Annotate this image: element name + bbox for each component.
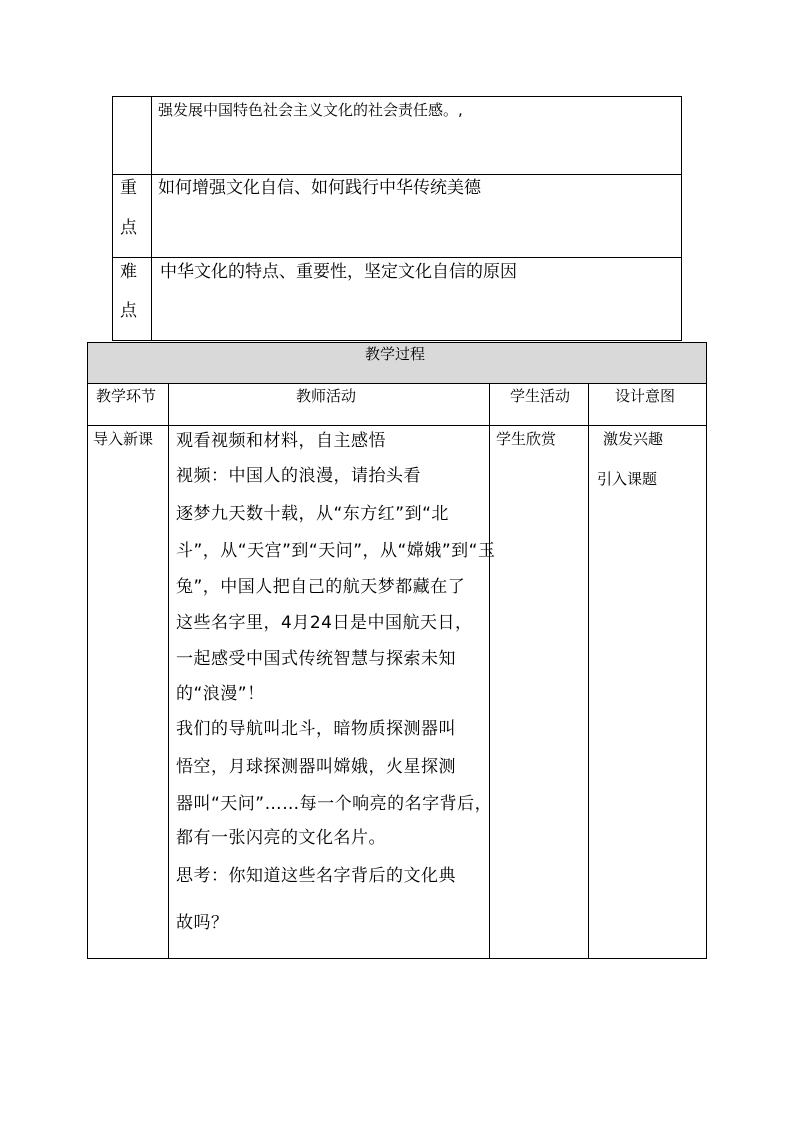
- teacher-line: 思考：你知道这些名字背后的文化典: [176, 866, 456, 886]
- header-stage: 教学环节: [96, 387, 157, 405]
- key-point-label-top: 重: [120, 178, 137, 198]
- teacher-line: 的“浪漫”！: [176, 684, 265, 704]
- teacher-line: 观看视频和材料，自主感悟: [176, 431, 386, 451]
- stage-cell: 导入新课: [93, 430, 154, 448]
- design-intent-line: 激发兴趣: [603, 430, 664, 448]
- header-teacher-activity: 教师活动: [296, 387, 357, 405]
- teacher-line: 故吗？: [176, 913, 229, 933]
- teacher-line: 兔”，中国人把自己的航天梦都藏在了: [176, 577, 466, 597]
- key-point-text: 如何增强文化自信、如何践行中华传统美德: [158, 178, 481, 198]
- teacher-line: 一起感受中国式传统智慧与探索未知: [176, 649, 456, 669]
- design-intent-line: 引入课题: [597, 470, 658, 488]
- key-point-label-bottom: 点: [120, 218, 137, 238]
- process-title: 教学过程: [365, 345, 426, 363]
- teacher-line: 器叫“天问”……每一个响亮的名字背后，: [176, 794, 493, 814]
- header-student-activity: 学生活动: [510, 387, 571, 405]
- teacher-line: 视频：中国人的浪漫，请抬头看: [176, 466, 421, 486]
- teacher-line: 逐梦九天数十载，从“东方红”到“北: [176, 504, 449, 524]
- difficult-point-label-bottom: 点: [120, 301, 137, 321]
- header-design-intent: 设计意图: [615, 387, 676, 405]
- teacher-line: 都有一张闪亮的文化名片。: [176, 828, 386, 848]
- teacher-line: 这些名字里，4月24日是中国航天日，: [176, 613, 473, 633]
- teacher-line: 悟空，月球探测器叫嫦娥，火星探测: [176, 757, 456, 777]
- objectives-continuation-text: 强发展中国特色社会主义文化的社会责任感。,: [158, 101, 463, 119]
- difficult-point-label-top: 难: [120, 262, 137, 282]
- teacher-line: 斗”，从“天宫”到“天问”，从“嫦娥”到“玉: [176, 541, 496, 561]
- student-activity-cell: 学生欣赏: [496, 430, 557, 448]
- teacher-line: 我们的导航叫北斗，暗物质探测器叫: [176, 719, 456, 739]
- difficult-point-text: 中华文化的特点、重要性，坚定文化自信的原因: [160, 262, 517, 282]
